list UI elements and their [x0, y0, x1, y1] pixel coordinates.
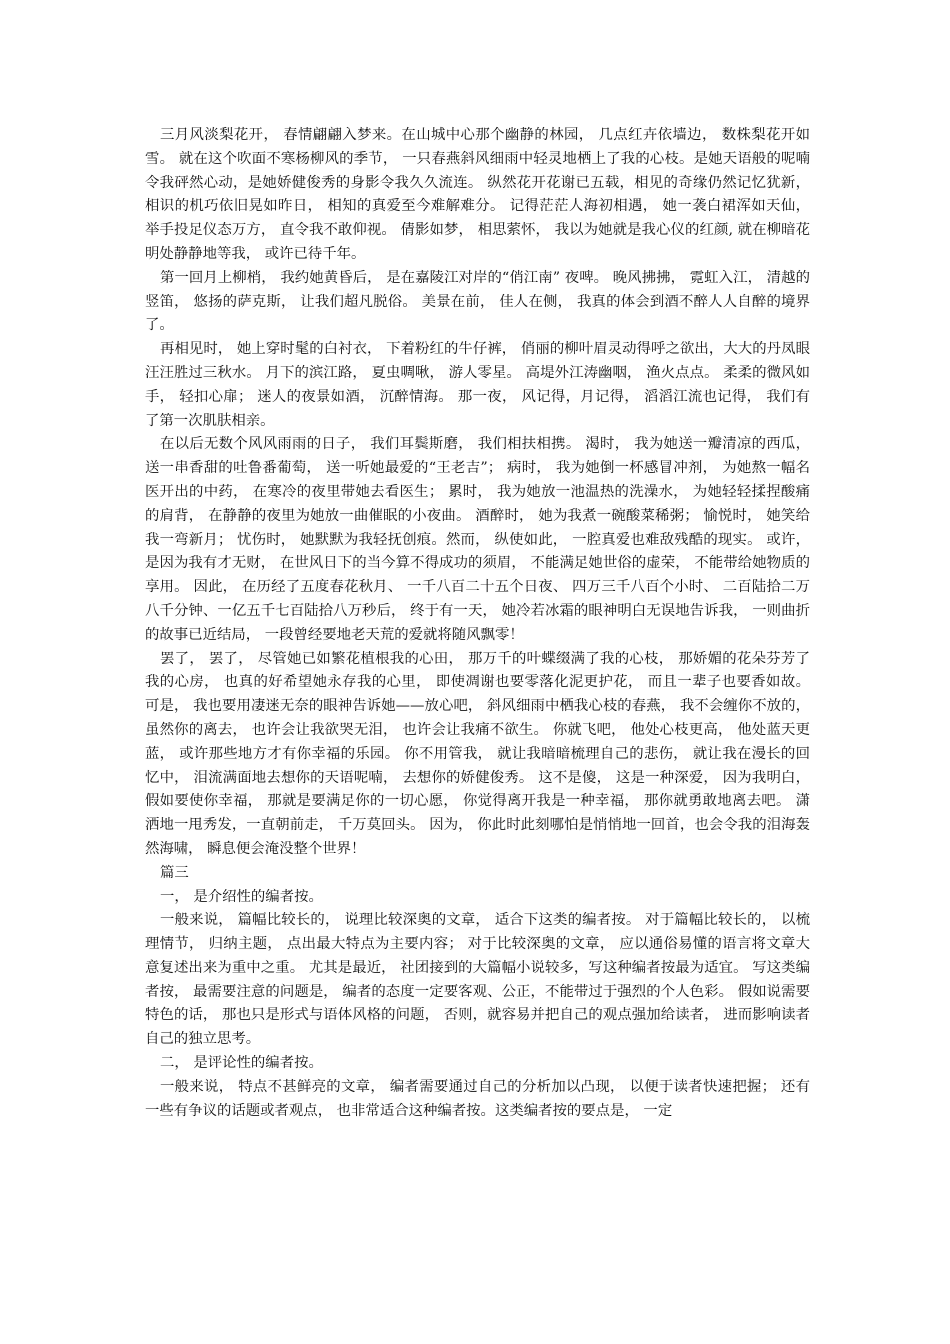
paragraph-6: 一般来说， 篇幅比较长的， 说理比较深奥的文章， 适合下这类的编者按。 对于篇幅比较长的， 以梳理情节， 归纳主题， 点出最大特点为主要内容； 对于比较深奥的文章， 应以通俗易懂的语言将文章大意复述出来为重中之重。 尤其是最近， 社团接到的大篇幅小说较多，写这种编者按最为适宜。 写这类编者按， 最需要注意的问题是， 编者的态度一定要客观、公正，不能带过于强烈的个人色彩。 假如说需要特色的话， 那也只是形式与语体风格的问题， 否则，就容易并把自己的观点强加给读者， 进而影响读者自己的独立思考。 — [145, 912, 810, 1048]
paragraph-2: 第一回月上柳梢， 我约她黄昏后， 是在嘉陵江对岸的“俏江南” 夜啤。 晚风拂拂， 霓虹入江， 清越的竖笛， 悠扬的萨克斯， 让我们超凡脱俗。 美景在前， 佳人在侧， 我真的体会到酒不醉人人自醉的境界了。 — [145, 269, 810, 334]
subheading-1: 一， 是介绍性的编者按。 — [160, 888, 323, 905]
paragraph-3: 再相见时， 她上穿时髦的白衬衣， 下着粉红的牛仔裤， 俏丽的柳叶眉灵动得呼之欲出，大大的丹凤眼汪汪胜过三秋水。 月下的滨江路， 夏虫啁啾， 游人零星。 高堤外江涛幽咽， 渔火点点。 柔柔的微风如手， 轻扣心扉； 迷人的夜景如酒， 沉醉情海。 那一夜， 风记得，月记得， 滔滔江流也记得， 我们有了第一次肌肤相亲。 — [145, 341, 810, 429]
subheading-2: 二， 是评论性的编者按。 — [160, 1055, 323, 1072]
paragraph-4: 在以后无数个风风雨雨的日子， 我们耳鬓斯磨， 我们相扶相携。 渴时， 我为她送一瓣清凉的西瓜， 送一串香甜的吐鲁番葡萄， 送一听她最爱的“王老吉”； 病时， 我为她倒一杯感冒冲剂， 为她熬一幅名医开出的中药， 在寒冷的夜里带她去看医生； 累时， 我为她放一池温热的洗澡水， 为她轻轻揉捏酸痛的肩背， 在静静的夜里为她放一曲催眠的小夜曲。 酒醉时， 她为我煮一碗酸菜稀粥； 愉悦时， 她笑给我一弯新月； 忧伤时， 她默默为我轻抚创痕。然而， 纵使如此， 一腔真爱也难敌残酷的现实。 或许， 是因为我有才无财， 在世风日下的当今算不得成功的须眉， 不能满足她世俗的虚荣， 不能带给她物质的享用。 因此， 在历经了五度春花秋月、 一千八百二十五个日夜、 四万三千八百个小时、 二百陆拾二万八千分钟、一亿五千七百陆拾八万秒后， 终于有一天， 她冷若冰霜的眼神明白无误地告诉我， 一则曲折的故事已近结局， 一段曾经要地老天荒的爱就将随风飘零！ — [145, 436, 810, 643]
paragraph-5: 罢了， 罢了， 尽管她已如繁花植根我的心田， 那万千的叶蝶缀满了我的心枝， 那娇媚的花朵芬芳了我的心房， 也真的好希望她永存我的心里， 即使凋谢也要零落化泥更护花， 而且一辈子也要香如故。 可是， 我也要用凄迷无奈的眼神告诉她——放心吧， 斜风细雨中栖我心枝的春燕， 我不会缠你不放的， 虽然你的离去， 也许会让我欲哭无泪， 也许会让我痛不欲生。 你就飞吧， 他处心枝更高， 他处蓝天更蓝， 或许那些地方才有你幸福的乐园。 你不用管我， 就让我暗暗梳理自己的悲伤， 就让我在漫长的回忆中， 泪流满面地去想你的天语呢喃， 去想你的娇健俊秀。 这不是傻， 这是一种深爱， 因为我明白，假如要使你幸福， 那就是要满足你的一切心愿， 你觉得离开我是一种幸福， 那你就勇敢地离去吧。 潇洒地一甩秀发，一直朝前走， 千万莫回头。 因为， 你此时此刻哪怕是悄悄地一回首，也会令我的泪海轰然海啸， 瞬息便会淹没整个世界！ — [145, 650, 810, 857]
paragraph-7: 一般来说， 特点不甚鲜亮的文章， 编者需要通过自己的分析加以凸现， 以便于读者快速把握； 还有一些有争议的话题或者观点， 也非常适合这种编者按。这类编者按的要点是， 一定 — [145, 1078, 810, 1119]
section-heading: 篇三 — [160, 864, 189, 881]
paragraph-1: 三月风淡梨花开， 春情翩翩入梦来。在山城中心那个幽静的林园， 几点红卉依墙边， 数株梨花开如雪。 就在这个吹面不寒杨柳风的季节， 一只春燕斜风细雨中轻灵地栖上了我的心枝。是她天语般的呢喃令我砰然心动，是她娇健俊秀的身影令我久久流连。 纵然花开花谢已五载，相见的奇缘仍然记忆犹新， 相识的机巧依旧晃如昨日， 相知的真爱至今难解难分。 记得茫茫人海初相遇， 她一袭白裙浑如天仙， 举手投足仪态万方， 直令我不敢仰视。 倩影如梦， 相思萦怀， 我以为她就是我心仪的红颜, 就在柳暗花明处静静地等我， 或许已待千年。 — [145, 127, 810, 262]
document-page — [145, 124, 810, 1123]
